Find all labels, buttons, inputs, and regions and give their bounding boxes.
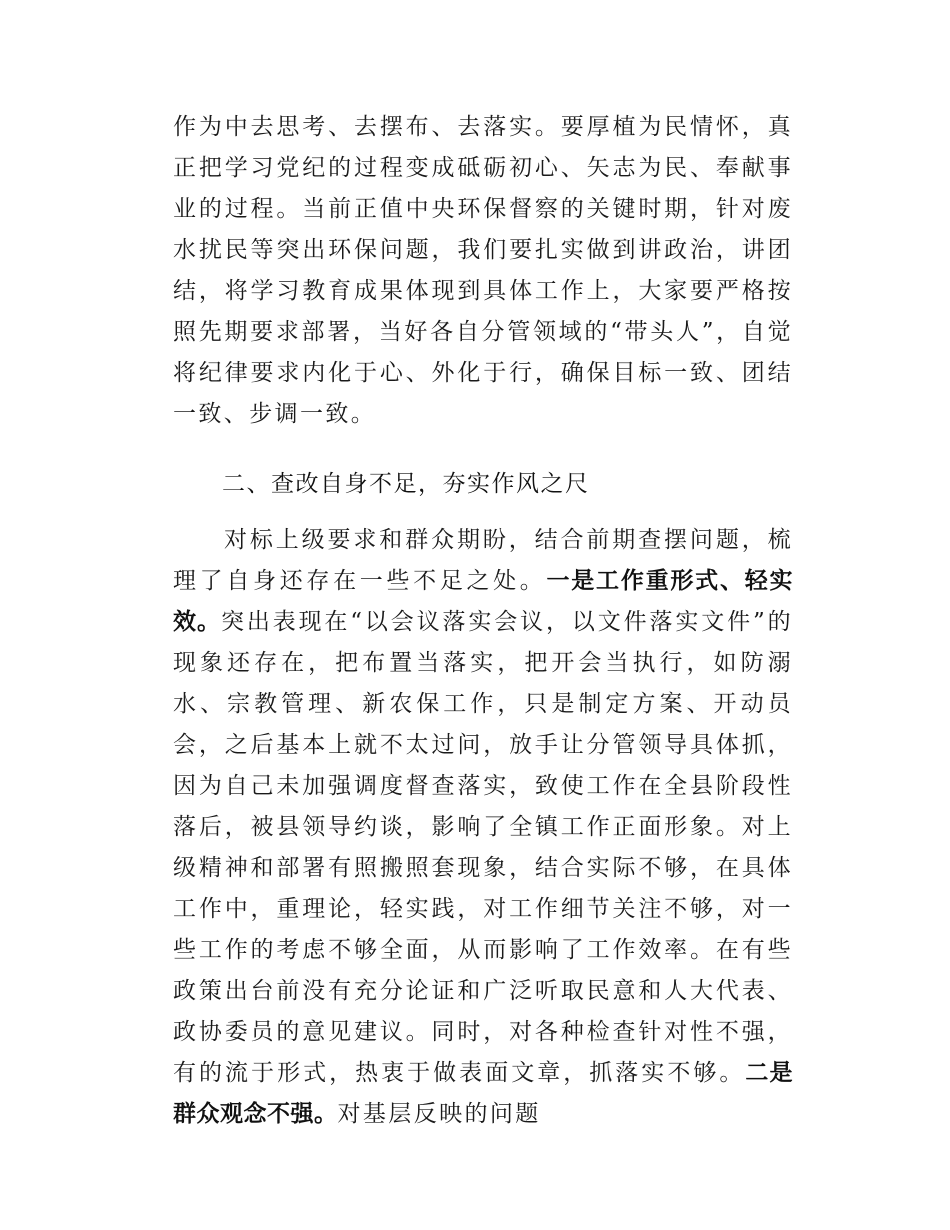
point-2-text: 对基层反映的问题 xyxy=(337,1101,541,1127)
point-2-title: 二是群众观念不强。 xyxy=(173,1060,793,1127)
paragraph-continued: 作为中去思考、去摆布、去落实。要厚植为民情怀，真正把学习党纪的过程变成砥砺初心、矢志为民、奉献事业的过程。当前正值中央环保督察的关键时期，针对废水扰民等突出环保问题，我们要扎实做到讲政治，讲团结，将学习教育成果体现到具体工作上，大家要严格按照先期要求部署，当好各自分管领域的“带头人”，自觉将纪律要求内化于心、外化于行，确保目标一致、团结一致、步调一致。 xyxy=(173,114,793,427)
point-1-text: 突出表现在“以会议落实会议，以文件落实文件”的现象还存在，把布置当落实，把开会当执行，如防溺水、宗教管理、新农保工作，只是制定方案、开动员会，之后基本上就不太过问，放手让分管领导具体抓，因为自己未加强调度督查落实，致使工作在全县阶段性落后，被县领导约谈，影响了全镇工作正面形象。对上级精神和部署有照搬照套现象，结合实际不够，在具体工作中，重理论，轻实践，对工作细节关注不够，对一些工作的考虑不够全面，从而影响了工作效率。在有些政策出台前没有充分论证和广泛听取民意和人大代表、政协委员的意见建议。同时，对各种检查针对性不强，有的流于形式，热衷于做表面文章，抓落实不够。 xyxy=(173,609,794,1086)
paragraph-intro-text: 对标上级要求和群众期盼，结合前期查摆问题，梳理了自身还存在一些不足之处。 xyxy=(173,527,793,594)
section-heading: 二、查改自身不足，夯实作风之尺 xyxy=(222,471,590,497)
point-1-title: 一是工作重形式、轻实效。 xyxy=(173,568,794,635)
paragraph-shortcomings xyxy=(173,520,793,1135)
